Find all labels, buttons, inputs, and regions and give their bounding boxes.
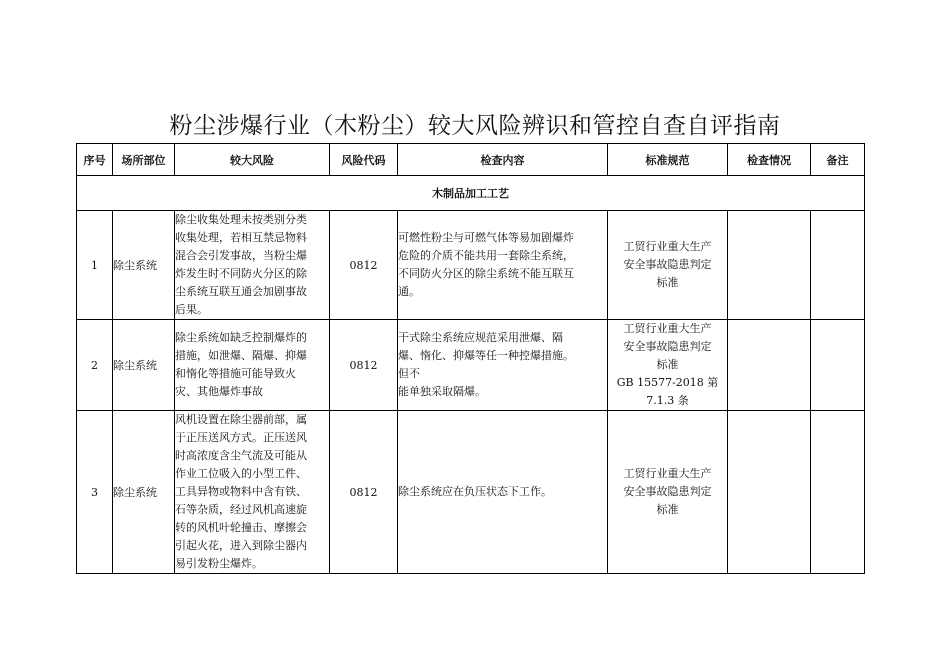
- header-check-status: 检查情况: [728, 144, 811, 176]
- row-check-status[interactable]: [728, 211, 811, 320]
- header-no: 序号: [77, 144, 113, 176]
- header-remark: 备注: [811, 144, 865, 176]
- risk-line: 转的风机叶轮撞击、摩擦会: [175, 521, 307, 534]
- standard-line: 标准: [656, 276, 679, 289]
- risk-line: 工具异物或物料中含有铁、: [175, 485, 307, 498]
- risk-line: 石等杂质，经过风机高速旋: [175, 503, 307, 516]
- row-check-status[interactable]: [728, 320, 811, 411]
- risk-line: 引起火花，进入到除尘器内: [175, 539, 307, 552]
- header-risk: 较大风险: [175, 144, 330, 176]
- risk-line: 收集处理，若相互禁忌物料: [175, 231, 307, 244]
- check-line: 能单独采取隔爆。: [398, 385, 486, 398]
- check-line: 危险的介质不能共用一套除尘系统，: [398, 249, 574, 262]
- row-remark[interactable]: [811, 211, 865, 320]
- row-check-content: [398, 211, 608, 320]
- row-remark[interactable]: [811, 320, 865, 411]
- standard-line: 安全事故隐患判定: [623, 340, 712, 353]
- risk-line: 易引发粉尘爆炸。: [175, 557, 263, 570]
- risk-line: 时高浓度含尘气流及可能从: [175, 449, 307, 462]
- row-risk-code: 0812: [330, 320, 398, 411]
- row-risk: [175, 320, 330, 411]
- section-row: [77, 176, 865, 211]
- row-no: 2: [77, 320, 113, 411]
- standard-line: GB 15577-2018 第: [616, 376, 719, 389]
- header-location: 场所部位: [113, 144, 175, 176]
- risk-line: 作业工位吸入的小型工件、: [175, 467, 307, 480]
- row-check-status[interactable]: [728, 411, 811, 574]
- row-no: 3: [77, 411, 113, 574]
- risk-line: 和惰化等措施可能导致火: [175, 367, 296, 380]
- table-row: [77, 411, 865, 574]
- standard-line: 标准: [656, 503, 679, 516]
- header-risk-code: 风险代码: [330, 144, 398, 176]
- check-line: 通。: [398, 285, 420, 298]
- table-row: [77, 211, 865, 320]
- row-location: 除尘系统: [113, 411, 175, 574]
- risk-line: 措施，如泄爆、隔爆、抑爆: [175, 349, 307, 362]
- table-header-row: [77, 144, 865, 176]
- row-check-content: [398, 411, 608, 574]
- table-row: [77, 320, 865, 411]
- row-risk-code: 0812: [330, 411, 398, 574]
- risk-line: 后果。: [175, 303, 208, 316]
- standard-line: 工贸行业重大生产: [623, 240, 712, 253]
- risk-line: 除尘收集处理未按类别分类: [175, 213, 307, 226]
- standard-line: 7.1.3 条: [646, 394, 689, 407]
- row-check-content: [398, 320, 608, 411]
- row-risk: [175, 411, 330, 574]
- standard-line: 标准: [656, 358, 679, 371]
- header-standard: 标准规范: [608, 144, 728, 176]
- check-line: 不同防火分区的除尘系统不能互联互: [398, 267, 574, 280]
- check-line: 但不: [398, 367, 420, 380]
- row-remark[interactable]: [811, 411, 865, 574]
- risk-line: 灾、其他爆炸事故: [175, 385, 263, 398]
- standard-line: 工贸行业重大生产: [623, 467, 712, 480]
- row-standard: [608, 211, 728, 320]
- row-location: 除尘系统: [113, 211, 175, 320]
- row-standard: [608, 320, 728, 411]
- row-risk-code: 0812: [330, 211, 398, 320]
- row-location: 除尘系统: [113, 320, 175, 411]
- standard-line: 安全事故隐患判定: [623, 485, 712, 498]
- check-line: 除尘系统应在负压状态下工作。: [398, 485, 552, 498]
- risk-checklist-table: [76, 143, 865, 574]
- check-line: 爆、惰化、抑爆等任一种控爆措施。: [398, 349, 574, 362]
- risk-line: 混合会引发事故，当粉尘爆: [175, 249, 307, 262]
- standard-line: 安全事故隐患判定: [623, 258, 712, 271]
- check-line: 干式除尘系统应规范采用泄爆、隔: [398, 331, 563, 344]
- risk-line: 风机设置在除尘器前部，属: [175, 413, 307, 426]
- page-title: 粉尘涉爆行业（木粉尘）较大风险辨识和管控自查自评指南: [169, 113, 781, 139]
- header-check-content: 检查内容: [398, 144, 608, 176]
- standard-line: 工贸行业重大生产: [623, 322, 712, 335]
- row-risk: [175, 211, 330, 320]
- row-no: 1: [77, 211, 113, 320]
- risk-line: 尘系统互联互通会加剧事故: [175, 285, 307, 298]
- risk-line: 于正压送风方式。正压送风: [175, 431, 307, 444]
- section-title: 木制品加工工艺: [77, 176, 865, 211]
- risk-line: 炸发生时不同防火分区的除: [175, 267, 307, 280]
- risk-line: 除尘系统如缺乏控制爆炸的: [175, 331, 307, 344]
- check-line: 可燃性粉尘与可燃气体等易加剧爆炸: [398, 231, 574, 244]
- row-standard: [608, 411, 728, 574]
